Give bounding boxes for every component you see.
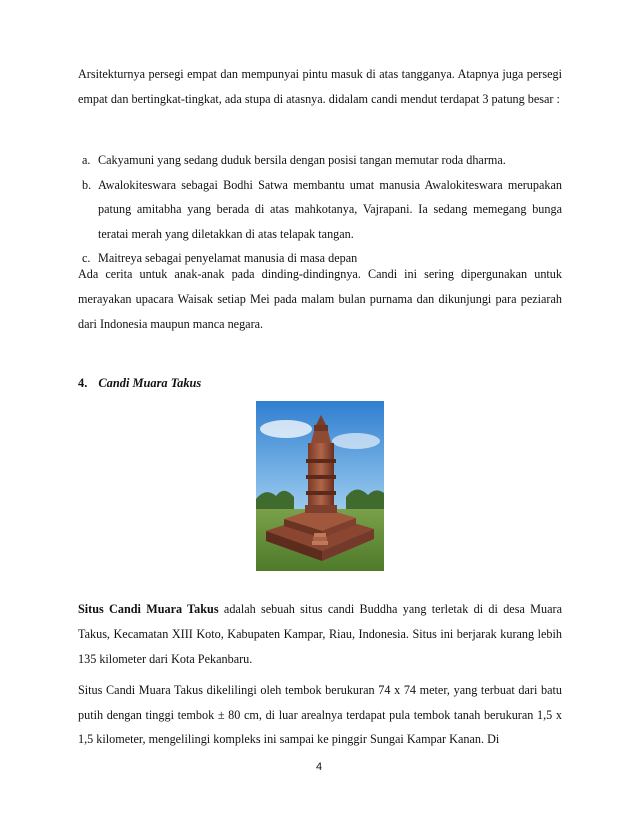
list-item-text: Cakyamuni yang sedang duduk bersila dengan posisi tangan memutar roda dharma. (98, 153, 506, 167)
situs-paragraph (78, 597, 562, 672)
section-title: Candi Muara Takus (98, 376, 202, 390)
list-item-text: Awalokiteswara sebagai Bodhi Satwa membantu umat manusia Awalokiteswara merupakan patung amitabha yang berada di atas mahkotanya, Vajrapani. Ia sedang memegang bunga teratai merah yang diletakkan di atas telapak tangan. (98, 177, 562, 241)
walls-paragraph: Situs Candi Muara Takus dikelilingi oleh tembok berukuran 74 x 74 meter, yang terbuat dari batu putih dengan tinggi tembok ± 80 cm, di luar arealnya terdapat pula tembok tanah berukuran 1,5 x 1,5 kilometer, mengelilingi kompleks ini sampai ke pinggir Sungai Kampar Kanan. Di (78, 683, 562, 746)
temple-photo (256, 401, 384, 571)
situs-description: adalah sebuah situs candi Buddha yang terletak di di desa Muara Takus, Kecamatan XIII Koto, Kabupaten Kampar, Riau, Indonesia. Situs ini berjarak kurang lebih 135 kilometer dari Kota Pekanbaru. (78, 602, 562, 666)
list-item (78, 173, 562, 247)
intro-paragraph: Arsitekturnya persegi empat dan mempunyai pintu masuk di atas tangganya. Atapnya juga persegi empat dan bertingkat-tingkat, ada stupa di atasnya. didalam candi mendut terdapat 3 patung besar : (78, 67, 562, 106)
situs-name: Situs Candi Muara Takus (78, 602, 219, 616)
section-number: 4. (78, 376, 88, 390)
list-item (78, 148, 562, 173)
reliefs-paragraph: Ada cerita untuk anak-anak pada dinding-dindingnya. Candi ini sering dipergunakan untuk merayakan upacara Waisak setiap Mei pada malam bulan purnama dan dikunjungi para peziarah dari Indonesia maupun manca negara. (78, 267, 562, 331)
statue-list (78, 148, 562, 271)
list-item-text: Maitreya sebagai penyelamat manusia di masa depan (98, 251, 358, 265)
page-number: 4 (315, 761, 323, 773)
section-heading (78, 376, 201, 391)
list-marker: c. (82, 251, 91, 265)
list-marker: b. (82, 177, 92, 192)
list-marker: a. (82, 153, 91, 167)
